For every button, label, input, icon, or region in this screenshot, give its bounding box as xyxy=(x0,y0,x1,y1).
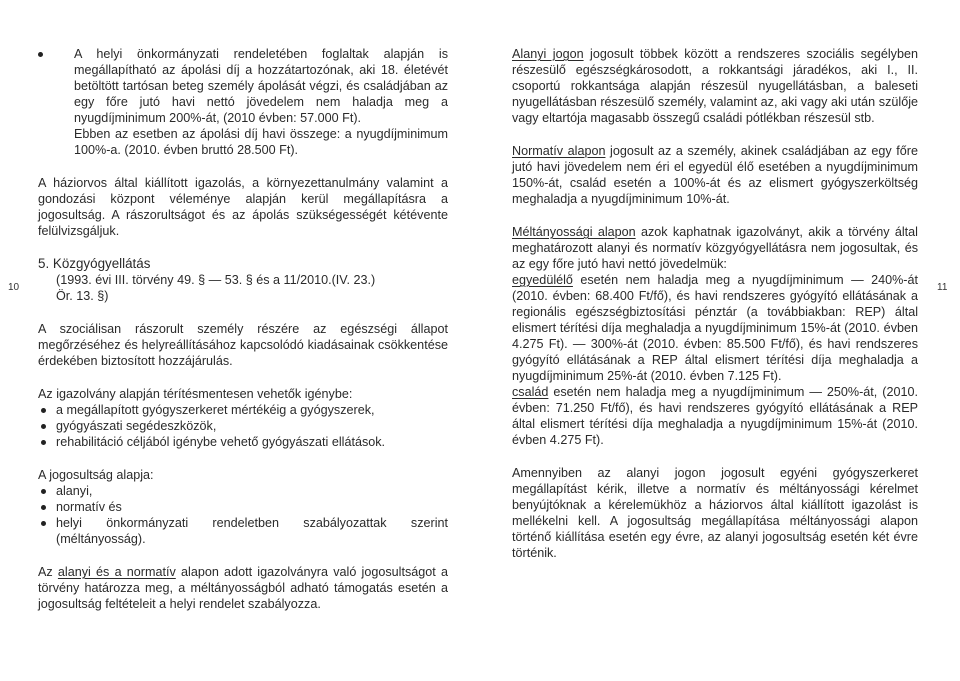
underlined-term: alanyi és a normatív xyxy=(57,565,176,579)
nursing-allowance-amount: Ebben az esetben az ápolási díj havi összege: a nyugdíjminimum 100%-a. (2010. évben bruttó 28.500 Ft). xyxy=(74,127,448,157)
left-column xyxy=(38,46,448,612)
underlined-term: Méltányossági alapon xyxy=(512,225,636,239)
final-paragraph: Az alanyi és a normatív alapon adott igazolványra való jogosultságot a törvény határozza meg, a méltányosságból adható támogatás esetén a jogosultság feltételeit a helyi rendelet szabályozza. xyxy=(38,565,448,611)
underlined-term: egyedülélő xyxy=(512,273,573,287)
list-item: normatív és xyxy=(38,499,448,515)
intro-bullet-item xyxy=(56,46,448,158)
list-item: gyógyászati segédeszközök, xyxy=(38,418,448,434)
closing-paragraph: Amennyiben az alanyi jogon jogosult egyéni gyógyszerkeret megállapítást kérik, illetve a normatív és méltányossági kérelmet benyújtóknak a kérelemükhöz a háziorvos által kiállított igazolást is mellékelni kell. A jogosultság megállapítása méltányossági alapon történő kiállítása esetén egy évre, az alanyi jogosultság esetén két évre történik. xyxy=(512,466,918,560)
underlined-term: Alanyi jogon xyxy=(512,47,584,61)
meltanyossagi-paragraph: Méltányossági alapon azok kaphatnak igazolványt, akik a törvény által meghatározott alanyi és normatív közgyógyellátásra nem jogosultak, és az egy főre jutó havi nettó jövedelmük: xyxy=(512,225,918,271)
list-item: alanyi, xyxy=(38,483,448,499)
right-column xyxy=(512,46,918,561)
free-services-intro: Az igazolvány alapján térítésmentesen vehetők igénybe: xyxy=(38,387,353,401)
underlined-term: Normatív alapon xyxy=(512,144,606,158)
eligibility-basis-block xyxy=(38,467,448,547)
section-heading xyxy=(38,256,448,272)
section-heading-block xyxy=(38,256,448,304)
list-item: a megállapított gyógyszerkeret mértékéig a gyógyszerek, xyxy=(38,402,448,418)
family-paragraph: család esetén nem haladja meg a nyugdíjminimum — 250%-át, (2010. évben: 71.250 Ft/fő), és havi rendszeres gyógyító ellátásának a REP által elismert térítési díja meghaladja a nyugdíjminimum 15%-át (2010. évben 4.275 Ft). xyxy=(512,385,918,447)
section-title: Közgyógyellátás xyxy=(52,256,151,271)
eligibility-basis-list xyxy=(38,483,448,547)
page-number-right: 11 xyxy=(937,282,948,293)
legal-reference: (1993. évi III. törvény 49. § — 53. § és a 11/2010.(IV. 23.) xyxy=(56,273,376,287)
list-item: rehabilitáció céljából igénybe vehető gyógyászati ellátások. xyxy=(38,434,448,450)
normativ-paragraph: Normatív alapon jogosult az a személy, akinek családjában az egy főre jutó havi jövedelem nem éri el egyedül élő esetében a nyugdíjminimum 150%-át, család esetén a 100%-át és az elismert gyógyszerköltség meghaladja a nyugdíjminimum 10%-át. xyxy=(512,144,919,206)
purpose-paragraph: A szociálisan rászorult személy részére az egészségi állapot megőrzéséhez és helyreállításához kapcsolódó kiadásainak csökkentése érdekében biztosított hozzájárulás. xyxy=(38,322,448,368)
doctor-certificate-paragraph: A háziorvos által kiállított igazolás, a környezettanulmány valamint a gondozási központ véleménye alapján kerül megállapításra a jogosultság. A rászorultságot és az ápolás szükségességét kétévente felülvizsgáljuk. xyxy=(38,176,448,238)
list-item: helyi önkormányzati rendeletben szabályozattak szerint (méltányosság). xyxy=(38,515,448,547)
legal-reference-cont: Ör. 13. §) xyxy=(56,289,109,303)
underlined-term: család xyxy=(512,385,549,399)
page-number-left: 10 xyxy=(8,282,20,293)
section-number: 5. xyxy=(38,256,50,271)
alanyi-paragraph: Alanyi jogon jogosult többek között a rendszeres szociális segélyben részesülő egészségkárosodott, a rokkantsági járadékos, aki I., II. csoportú rokkantsága alapján részesül nyugellátásban, a baleseti nyugellátásban részesülő személy, valamint az, aki vagy aki után szülője vagy eltartója magasabb összegű családi pótlékban részesül stb. xyxy=(512,47,918,125)
eligibility-basis-intro: A jogosultság alapja: xyxy=(38,468,154,482)
intro-bullet-list xyxy=(38,46,448,158)
single-person-paragraph: egyedülélő esetén nem haladja meg a nyugdíjminimum — 240%-át (2010. évben: 68.400 Ft/fő), és havi rendszeres gyógyító ellátásának a regionális egészségbiztosítási pénztár (a továbbiakban: REP) által elismert térítési díja meghaladja a nyugdíjminimum 15%-át (2010. évben 4.275 Ft). — 300%-át (2010. évben: 85.500 Ft/fő), és havi rendszeres gyógyító ellátásának a REP által elismert térítési díja meghaladja a nyugdíjminimum 25%-át (2010. évben 7.125 Ft). xyxy=(512,273,918,383)
free-services-list xyxy=(38,402,448,450)
nursing-allowance-paragraph: A helyi önkormányzati rendeletében foglaltak alapján is megállapítható az ápolási díj a hozzátartozónak, aki 18. életévét betöltött tartósan beteg személy ápolását végzi, és családjában az egy főre jutó havi nettó jövedelem nem haladja meg a nyugdíjminimum 200%-át, (2010 évben: 57.000 Ft). xyxy=(74,47,448,125)
free-services-block xyxy=(38,386,448,450)
